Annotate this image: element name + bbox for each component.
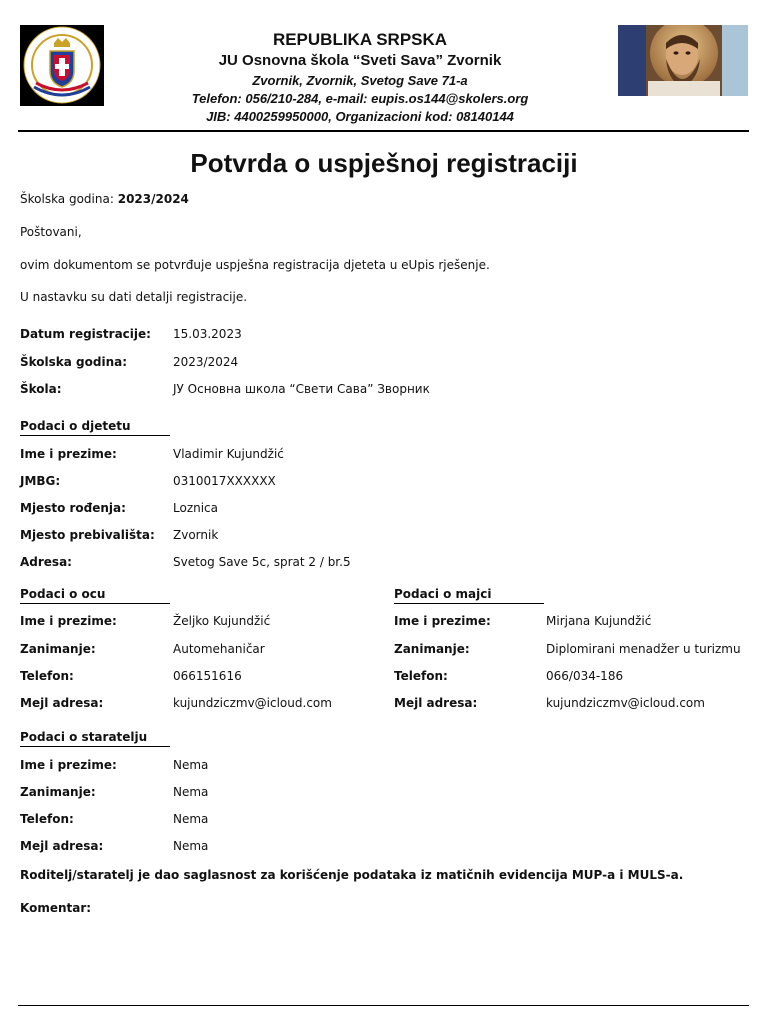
school-year-intro-label: Školska godina: [20,192,114,206]
guardian-name-label: Ime i prezime: [20,758,117,772]
mother-name-value: Mirjana Kujundžić [546,614,652,628]
child-name-label: Ime i prezime: [20,447,117,461]
saint-sava-fresco-icon [618,25,748,96]
mother-occupation-label: Zanimanje: [394,642,470,656]
registration-date-label: Datum registracije: [20,327,151,341]
father-phone-label: Telefon: [20,669,74,683]
school-year-value: 2023/2024 [173,355,239,369]
mother-section-heading: Podaci o majci [394,587,544,604]
details-intro: U nastavku su dati detalji registracije. [20,290,248,304]
school-year-intro [20,192,189,206]
father-email-value: kujundziczmv@icloud.com [173,696,332,710]
footer-divider [18,1005,749,1006]
school-address: Zvornik, Zvornik, Svetog Save 71-a [252,73,468,88]
mother-phone-value: 066/034-186 [546,669,624,683]
guardian-occupation-label: Zanimanje: [20,785,96,799]
child-birthplace-value: Loznica [173,501,219,515]
father-name-label: Ime i prezime: [20,614,117,628]
child-jmbg-label: JMBG: [20,474,61,488]
confirmation-text: ovim dokumentom se potvrđuje uspješna registracija djeteta u eUpis rješenje. [20,258,490,272]
father-section-heading: Podaci o ocu [20,587,170,604]
consent-statement: Roditelj/staratelj je dao saglasnost za korišćenje podataka iz matičnih evidencija MUP-a i MULS-a. [20,868,684,882]
guardian-email-value: Nema [173,839,209,853]
guardian-section-heading: Podaci o staratelju [20,730,170,747]
child-section-heading: Podaci o djetetu [20,419,170,436]
registration-date-value: 15.03.2023 [173,327,242,341]
child-name-value: Vladimir Kujundžić [173,447,284,461]
guardian-occupation-value: Nema [173,785,209,799]
father-email-label: Mejl adresa: [20,696,104,710]
school-contact: Telefon: 056/210-284, e-mail: eupis.os144@skolers.org [191,91,529,106]
father-name-value: Željko Kujundžić [173,614,271,628]
school-ids: JIB: 4400259950000, Organizacioni kod: 08140144 [206,109,514,124]
father-occupation-label: Zanimanje: [20,642,96,656]
guardian-phone-value: Nema [173,812,209,826]
father-occupation-value: Automehaničar [173,642,265,656]
school-label: Škola: [20,382,62,396]
child-address-value: Svetog Save 5c, sprat 2 / br.5 [173,555,351,569]
guardian-phone-label: Telefon: [20,812,74,826]
mother-phone-label: Telefon: [394,669,448,683]
child-address-label: Adresa: [20,555,72,569]
mother-email-value: kujundziczmv@icloud.com [546,696,705,710]
republika-srpska-coat-of-arms-icon [20,25,104,106]
mother-name-label: Ime i prezime: [394,614,491,628]
school-name: JU Osnovna škola “Sveti Sava” Zvornik [218,52,502,69]
school-year-label: Školska godina: [20,355,128,369]
school-value: ЈУ Основна школа “Свети Сава” Зворник [173,382,430,396]
mother-occupation-value: Diplomirani menadžer u turizmu [546,642,741,656]
child-birthplace-label: Mjesto rođenja: [20,501,126,515]
header-divider [18,130,749,132]
page-title: Potvrda o uspješnoj registraciji [190,148,578,178]
school-year-intro-value: 2023/2024 [117,192,189,206]
mother-email-label: Mejl adresa: [394,696,478,710]
greeting: Poštovani, [20,225,82,239]
guardian-name-value: Nema [173,758,209,772]
guardian-email-label: Mejl adresa: [20,839,104,853]
republic-name: REPUBLIKA SRPSKA [272,30,448,49]
child-residence-value: Zvornik [173,528,219,542]
child-jmbg-value: 0310017XXXXXX [173,474,276,488]
father-phone-value: 066151616 [173,669,242,683]
child-residence-label: Mjesto prebivališta: [20,528,155,542]
comment-label: Komentar: [20,901,92,915]
